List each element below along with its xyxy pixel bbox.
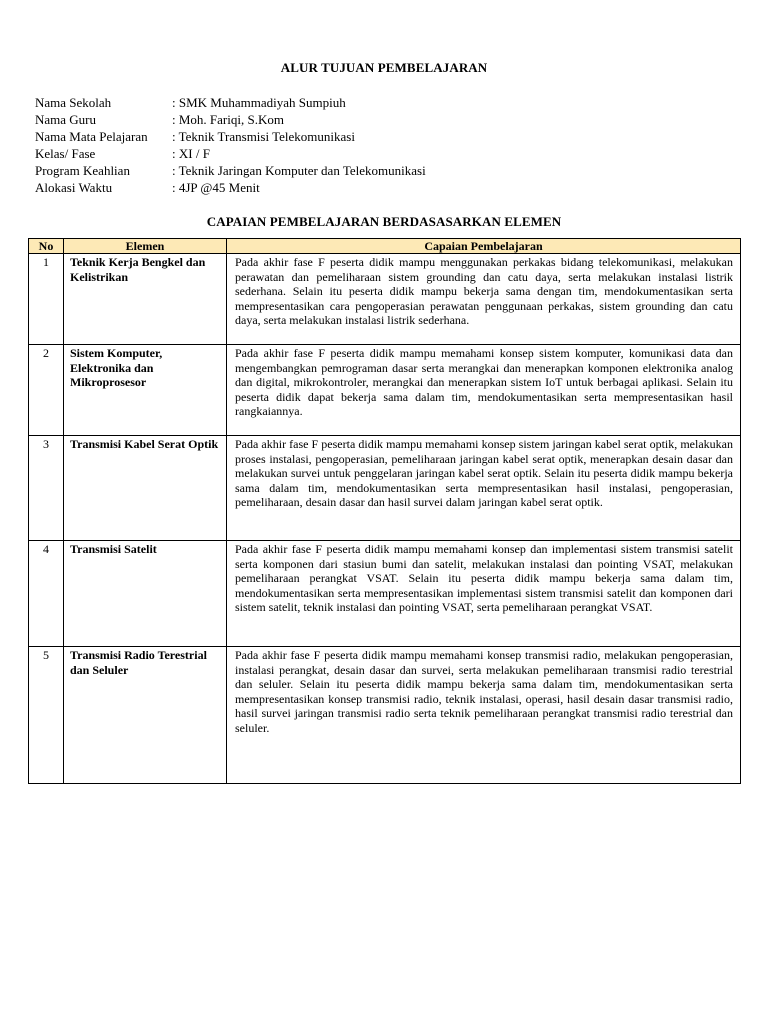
info-row-teacher <box>35 111 426 128</box>
row-number: 5 <box>29 647 64 784</box>
row-outcome: Pada akhir fase F peserta didik mampu memahami konsep sistem komputer, komunikasi data dan mengembangkan pemrograman dasar serta merangkai dan menerapkan komponen elektronika analog dan digital, mikrokontroler, merangkai dan menerapkan sistem IoT untuk berbagai aplikasi. Selain itu peserta didik dapat bekerja sama dalam tim, mendokumentasikan serta mempresentasikan hasil rangkaiannya. <box>227 345 741 436</box>
info-value: : 4JP @45 Menit <box>172 180 260 195</box>
info-value: : SMK Muhammadiyah Sumpiuh <box>172 95 346 110</box>
table-row <box>29 436 741 541</box>
row-element: Transmisi Radio Terestrial dan Seluler <box>64 647 227 784</box>
info-row-school <box>35 94 426 111</box>
row-element: Transmisi Kabel Serat Optik <box>64 436 227 541</box>
info-row-class-phase <box>35 145 426 162</box>
info-label: Nama Sekolah <box>35 95 112 110</box>
row-element: Transmisi Satelit <box>64 541 227 647</box>
table-row <box>29 254 741 345</box>
row-outcome: Pada akhir fase F peserta didik mampu memahami konsep transmisi radio, melakukan pengoperasian, instalasi perangkat, desain dasar dan survei, serta melakukan pemeliharaan transmisi radio terestrial dan seluler. Selain itu peserta didik mampu bekerja sama dalam tim, mendokumentasikan serta mempresentasikan konsep transmisi radio, teknik instalasi, operasi, hasil desain dasar transmisi radio, hasil survei jaringan transmisi radio serta teknik pemeliharaan perangkat transmisi radio terestrial dan seluler. <box>227 647 741 784</box>
table-row <box>29 647 741 784</box>
row-outcome: Pada akhir fase F peserta didik mampu memahami konsep dan implementasi sistem transmisi satelit serta komponen dari stasiun bumi dan satelit, melakukan instalasi dan pointing VSAT, melakukan pemeliharaan perangkat VSAT. Selain itu peserta didik mampu bekerja sama dalam tim, mendokumentasikan serta mempresentasikan implementasi sistem transmisi satelit dan komponen dari sistem satelit, teknik instalasi dan pointing VSAT, serta pemeliharaan perangkat VSAT. <box>227 541 741 647</box>
section-title: CAPAIAN PEMBELAJARAN BERDASASARKAN ELEMEN <box>206 214 562 229</box>
row-outcome: Pada akhir fase F peserta didik mampu menggunakan perkakas bidang telekomunikasi, melakukan perawatan dan pemeliharaan sistem grounding dan catu daya, serta melakukan instalasi listrik sederhana. Selain itu peserta didik mampu bekerja sama dengan tim, mendokumentasikan serta mempresentasikan cara pengoperasian perawatan penggunaan perkakas, sistem grounding dan catu daya, serta melakukan instalasi listrik sederhana. <box>227 254 741 345</box>
info-label: Kelas/ Fase <box>35 146 96 161</box>
info-value: : Teknik Transmisi Telekomunikasi <box>172 129 355 144</box>
identity-block <box>35 94 426 196</box>
row-number: 1 <box>29 254 64 345</box>
info-label: Program Keahlian <box>35 163 130 178</box>
row-number: 3 <box>29 436 64 541</box>
row-element: Teknik Kerja Bengkel dan Kelistrikan <box>64 254 227 345</box>
column-header-no: No <box>29 239 64 254</box>
info-value: : XI / F <box>172 146 210 161</box>
table-row <box>29 541 741 647</box>
info-row-program <box>35 162 426 179</box>
table-row <box>29 345 741 436</box>
info-label: Alokasi Waktu <box>35 180 113 195</box>
column-header-capaian: Capaian Pembelajaran <box>227 239 741 254</box>
info-row-subject <box>35 128 426 145</box>
table-header-row <box>29 239 741 254</box>
row-number: 2 <box>29 345 64 436</box>
column-header-elemen: Elemen <box>64 239 227 254</box>
info-value: : Moh. Fariqi, S.Kom <box>172 112 284 127</box>
row-number: 4 <box>29 541 64 647</box>
info-row-time-allocation <box>35 179 426 196</box>
row-element: Sistem Komputer, Elektronika dan Mikroprosesor <box>64 345 227 436</box>
info-value: : Teknik Jaringan Komputer dan Telekomunikasi <box>172 163 426 178</box>
info-label: Nama Mata Pelajaran <box>35 129 148 144</box>
info-label: Nama Guru <box>35 112 97 127</box>
document-title: ALUR TUJUAN PEMBELAJARAN <box>280 60 488 75</box>
learning-outcomes-table <box>28 238 741 784</box>
row-outcome: Pada akhir fase F peserta didik mampu memahami konsep sistem jaringan kabel serat optik, melakukan proses instalasi, pengoperasian, pemeliharaan jaringan kabel serat optik, menerapkan desain dasar dan melakukan survei untuk penggelaran jaringan kabel serat optik. Selain itu peserta didik mampu bekerja sama dalam tim, mendokumentasikan serta mempresentasikan hasil instalasi, pengoperasian, pemeliharaan, desain dasar dan hasil survei dalam jaringan kabel serat optik. <box>227 436 741 541</box>
